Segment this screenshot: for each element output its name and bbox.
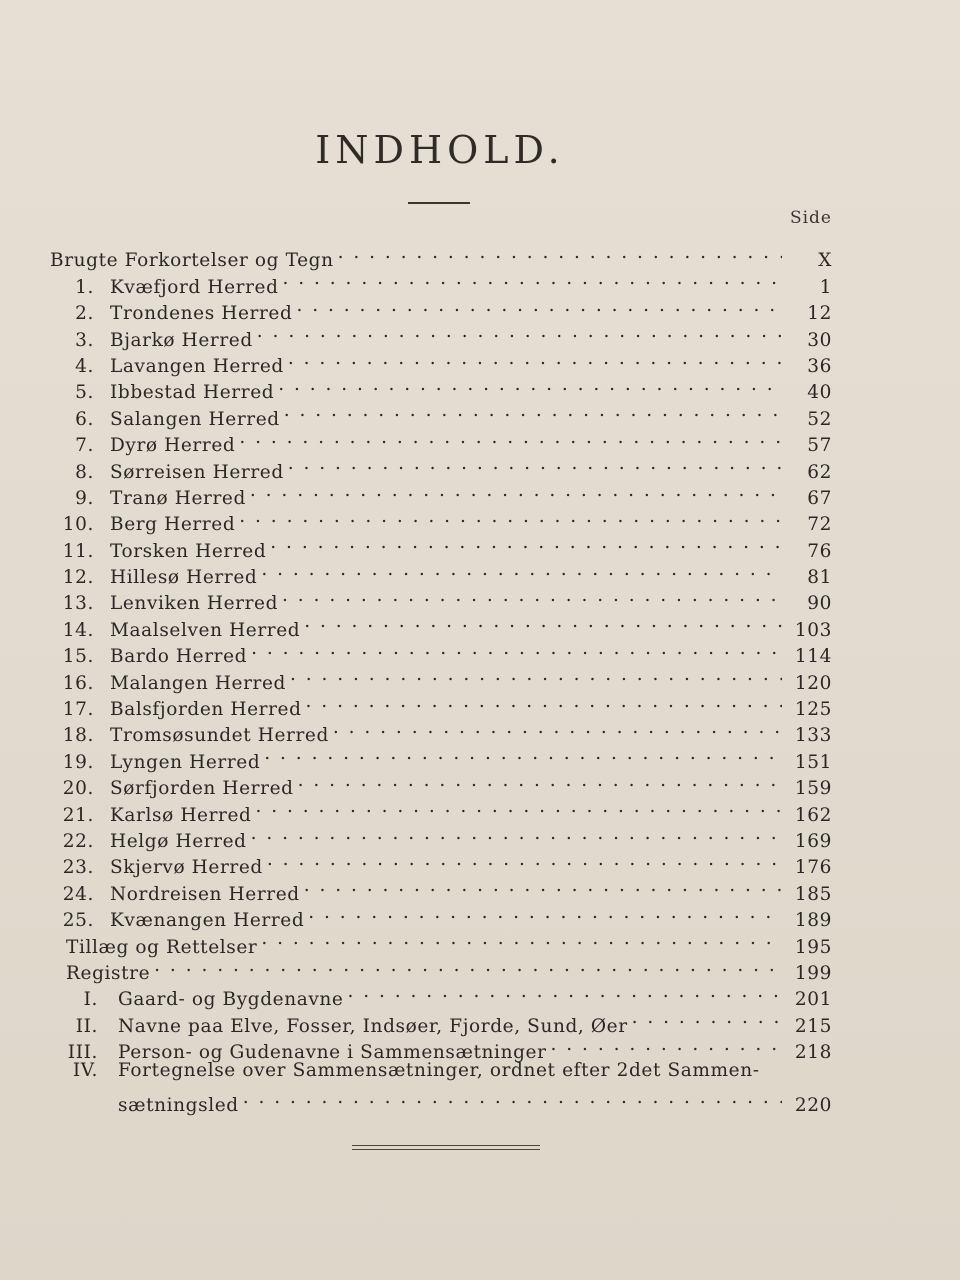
dot-leader [547, 1032, 782, 1058]
dot-leader [284, 346, 782, 372]
toc-entry-number: 16. [62, 672, 94, 694]
dot-leader [257, 557, 782, 583]
toc-entry-number: 6. [75, 408, 94, 430]
toc-entry-title: Registre [66, 962, 151, 984]
toc-entry-page: 201 [794, 989, 832, 1011]
toc-entry-number: 8. [75, 461, 94, 483]
toc-entry-number: III. [67, 1042, 98, 1064]
toc-entry-register-1 [50, 979, 832, 1011]
toc-entry-title: Torsken Herred [110, 540, 267, 562]
toc-entry-title: Hillesø Herred [110, 567, 258, 589]
toc-entry-number: I. [83, 989, 98, 1011]
toc-entry-page: 114 [794, 646, 832, 668]
dot-leader [329, 715, 782, 741]
toc-entry-page: 40 [807, 382, 832, 404]
toc-entry-title: Lavangen Herred [110, 355, 284, 377]
toc-entry-page: 151 [794, 751, 832, 773]
toc-entry-page: 1 [819, 276, 832, 298]
dot-leader [239, 1085, 782, 1111]
toc-entry-registre [50, 953, 832, 984]
dot-leader [274, 372, 782, 398]
dot-leader [292, 293, 782, 319]
toc-entry-number: 17. [62, 699, 94, 721]
dot-leader [302, 689, 782, 715]
toc-entry-title: Brugte Forkortelser og Tegn [50, 250, 334, 272]
toc-entry-number: 15. [62, 646, 94, 668]
toc-entry-register-4-continued [50, 1085, 832, 1116]
toc-entry-number: 3. [75, 329, 94, 351]
toc-entry-number: 23. [62, 857, 94, 879]
toc-entry-number: 7. [75, 435, 94, 457]
dot-leader [280, 398, 782, 424]
toc-entry-number: 1. [75, 276, 94, 298]
toc-entry-page: 120 [794, 672, 832, 694]
dot-leader [304, 900, 782, 926]
toc-entry-page: 199 [794, 962, 832, 984]
toc-entry-title: Balsfjorden Herred [110, 699, 302, 721]
toc-entry-title: Ibbestad Herred [110, 382, 275, 404]
toc-entry-page: 62 [807, 461, 832, 483]
toc-entry-page: 52 [807, 408, 832, 430]
toc-entry-number: 9. [75, 487, 94, 509]
toc-entry-number: 11. [62, 540, 94, 562]
toc-entry-page: 12 [807, 303, 832, 325]
toc-entry-number: IV. [72, 1060, 98, 1082]
toc-entry-title: Gaard- og Bygdenavne [118, 989, 344, 1011]
dot-leader [150, 953, 782, 979]
toc-entry-page: 76 [807, 540, 832, 562]
toc-entry-number: 22. [62, 830, 94, 852]
toc-entry-number: 4. [75, 355, 94, 377]
toc-entry-page: 81 [807, 567, 832, 589]
dot-leader [628, 1005, 782, 1031]
toc-entry-title: Nordreisen Herred [110, 883, 300, 905]
dot-leader [266, 530, 782, 556]
toc-entry-number: 21. [62, 804, 94, 826]
toc-entry-page: 103 [794, 619, 832, 641]
toc-entry-number: 18. [62, 725, 94, 747]
dot-leader [235, 504, 782, 530]
toc-entry-title: Tranø Herred [110, 487, 246, 509]
toc-entry-page: X [818, 250, 832, 272]
toc-entry-number: II. [75, 1015, 98, 1037]
dot-leader [278, 583, 782, 609]
toc-entry-page: 67 [807, 487, 832, 509]
toc-entry-page: 125 [794, 699, 832, 721]
toc-entry-page: 215 [794, 1015, 832, 1037]
toc-entry-page: 30 [807, 329, 832, 351]
toc-entry-title: Navne paa Elve, Fosser, Indsøer, Fjorde, Sund, Øer [118, 1015, 628, 1037]
toc-entry-number: 20. [62, 778, 94, 800]
toc-entry-title: Helgø Herred [110, 830, 247, 852]
toc-entry-number: 14. [62, 619, 94, 641]
dot-leader [251, 794, 782, 820]
toc-entry-title: Tromsøsundet Herred [110, 725, 329, 747]
toc-entry-number: 12. [62, 567, 94, 589]
toc-entry-title: Bjarkø Herred [110, 329, 253, 351]
toc-entry-page: 176 [794, 857, 832, 879]
dot-leader [279, 266, 782, 292]
toc-entry-title: Lenviken Herred [110, 593, 279, 615]
toc-entry-number: 24. [62, 883, 94, 905]
dot-leader [247, 636, 782, 662]
dot-leader [235, 425, 782, 451]
toc-entry-page: 133 [794, 725, 832, 747]
toc-entry-title: Trondenes Herred [110, 303, 293, 325]
toc-entry-page: 57 [807, 435, 832, 457]
toc-entry-page: 195 [794, 936, 832, 958]
toc-entry-title: Person- og Gudenavne i Sammensætninger [118, 1042, 547, 1064]
toc-entry-title: Berg Herred [110, 514, 236, 536]
toc-entry-title: Bardo Herred [110, 646, 248, 668]
toc-entry-page: 218 [794, 1042, 832, 1064]
dot-leader [334, 240, 782, 266]
toc-entry-title: Tillæg og Rettelser [66, 936, 258, 958]
toc-entry-title: Dyrø Herred [110, 435, 236, 457]
toc-entry-register-4 [50, 1058, 832, 1084]
page-title: INDHOLD. [315, 128, 565, 172]
toc-entry-number: 19. [62, 751, 94, 773]
toc-entry-page: 159 [794, 778, 832, 800]
toc-entry-title: Sørreisen Herred [110, 461, 284, 483]
dot-leader [343, 979, 782, 1005]
toc-entry-page: 162 [794, 804, 832, 826]
toc-entry-title: Kvænangen Herred [110, 910, 305, 932]
side-column-label: Side [789, 208, 832, 228]
toc-entry-number: 10. [62, 514, 94, 536]
toc-entry-page: 36 [807, 355, 832, 377]
toc-entry-number: 2. [75, 303, 94, 325]
toc-entry-title: Fortegnelse over Sammensætninger, ordnet efter 2det Sammen- [118, 1060, 760, 1082]
toc-entry-title: Salangen Herred [110, 408, 280, 430]
dot-leader [284, 451, 782, 477]
toc-entry-title-continued: sætningsled [118, 1094, 239, 1116]
dot-leader [246, 478, 782, 504]
dot-leader [300, 873, 782, 899]
toc-entry-page: 90 [807, 593, 832, 615]
dot-leader [260, 741, 782, 767]
toc-entry-title: Skjervø Herred [110, 857, 263, 879]
dot-leader [257, 926, 782, 952]
toc-entry-page: 220 [794, 1094, 832, 1116]
toc-entry-number: 25. [62, 910, 94, 932]
toc-entry-page: 72 [807, 514, 832, 536]
herred-list [50, 266, 832, 932]
toc-entry-number: 5. [75, 382, 94, 404]
dot-leader [294, 768, 782, 794]
toc-entry-page: 185 [794, 883, 832, 905]
dot-leader [253, 319, 782, 345]
toc-entry-title: Maalselven Herred [110, 619, 301, 641]
title-rule [408, 202, 470, 204]
dot-leader [300, 609, 782, 635]
toc-entry-page: 169 [794, 830, 832, 852]
dot-leader [286, 662, 782, 688]
toc-entry-number: 13. [62, 593, 94, 615]
toc-entry-title: Malangen Herred [110, 672, 286, 694]
toc-entry-title: Lyngen Herred [110, 751, 261, 773]
toc-entry-page: 189 [794, 910, 832, 932]
dot-leader [263, 847, 782, 873]
toc-entry-title: Kvæfjord Herred [110, 276, 279, 298]
toc-entry-front [50, 240, 832, 272]
dot-leader [247, 821, 782, 847]
table-of-contents [50, 240, 832, 1116]
toc-entry-title: Karlsø Herred [110, 804, 252, 826]
toc-entry-title: Sørfjorden Herred [110, 778, 294, 800]
closing-double-rule [352, 1145, 540, 1150]
